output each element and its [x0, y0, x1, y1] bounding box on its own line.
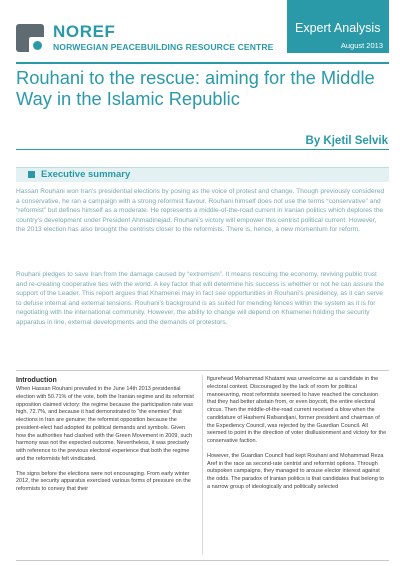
summary-paragraph: Rouhani pledges to save Iran from the damage caused by “extremism”. It means rescuing the economy, reviving public trust and re-creating cooperative ties with the world. A key factor that will determine his success is whether or not he can assure the support of the Leader. This report argues that Khamenei may in fact see opportunities in Rouhani’s presidency, as it can serve to defuse internal and external tensions. Rouhani’s background is as suited for mending fences within the system as it is for negotiating with the international community. However, the ability to change will depend on Khamenei holding the security apparatus in line, external developments and the demands of protestors.	[16, 271, 384, 326]
summary-bullet-icon	[28, 171, 35, 178]
body-paragraph: The signs before the elections were not encouraging. From early winter 2012, the security apparatus exercised various forms of pressure on the reformists to convey that their	[16, 470, 191, 492]
title-divider	[16, 149, 389, 150]
body-top-divider	[16, 370, 389, 371]
intro-heading: Introduction	[16, 377, 57, 384]
logo-text	[53, 24, 274, 52]
org-name: NOREF	[53, 22, 116, 41]
article-byline: By Kjetil Selvik	[305, 135, 388, 147]
article-title: Rouhani to the rescue: aiming for the Middle Way in the Islamic Republic	[16, 67, 375, 109]
noref-logo	[16, 24, 274, 58]
body-paragraph: When Hassan Rouhani prevailed in the June 14th 2013 presidential election with 50.71% of the vote, both the Iranian regime and its reformist opposition claimed victory: the regime because the participation rate was high, 72.7%, and because it had demonstrated to “the enemies” that elections in Iran are genuine; the reformist opposition because the president-elect had adopted its political demands and symbols. Given how the authorities had clashed with the Green Movement in 2009, such harmony was not the expected outcome. Nevertheless, it was precisely with reference to the previous electoral experience that both the regime and the reformists felt vindicated.	[16, 386, 194, 462]
body-column-right	[207, 376, 387, 499]
body-paragraph: However, the Guardian Council had kept Rouhani and Mohammad Reza Aref in the race as second-rate centrist and reformist options. Through outspoken campaigns, they managed to arouse elector interest against the odds. The paradox of Iranian politics is that candidates that belong to a narrow group of ideologically and politically selected	[207, 452, 384, 490]
body-column-left	[16, 376, 196, 501]
body-bottom-divider	[16, 560, 389, 561]
noref-logo-mark	[16, 24, 44, 52]
header-divider	[16, 62, 389, 64]
body-paragraph: figurehead Mohammad Khatami was unwelcome as a candidate in the electoral contest. Discouraged by the lack of room for political manoeuvring, most reformists seemed to have reached the conclusion that they had better abstain from, or even boycott, the entire electoral circus. Then the middle-of-the-road current received a blow when the candidature of Hashemi Rafsandjani, former president and chairman of the Expediency Council, was rejected by the Guardian Council. All seemed to point in the direction of voter disillusionment and victory for the conservative faction.	[207, 376, 387, 444]
org-subtitle: NORWEGIAN PEACEBUILDING RESOURCE CENTRE	[53, 42, 274, 52]
publication-date: August 2013	[340, 41, 383, 50]
summary-paragraph: Hassan Rouhani won Iran’s presidential elections by posing as the voice of protest and change. Though previously considered a conservative, he ran a campaign with a strong reformist flavour. Rouhani himself does not use the terms “conservative” and “reformist” but defines himself as a moderate. He represents a middle-of-the-road current in Iranian politics which deplores the country’s development under President Ahmadinejad. Rouhani’s victory will empower this centrist political current. However, the 2013 election has also brought the centrists closer to the reformists. There is, hence, a new momentum for reform.	[16, 188, 385, 234]
series-banner	[287, 0, 389, 53]
summary-heading: Executive summary	[41, 169, 131, 180]
column-separator	[202, 375, 203, 555]
series-label: Expert Analysis	[295, 21, 381, 35]
